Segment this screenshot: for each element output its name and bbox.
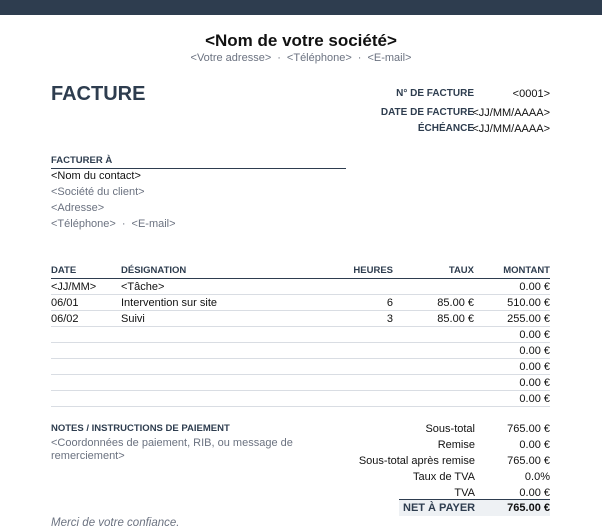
table-row — [51, 279, 550, 295]
separator-dot: · — [277, 52, 281, 64]
table-row — [51, 359, 550, 375]
cell-rate: 85.00 € — [393, 295, 474, 311]
discount-value: 0.00 € — [519, 439, 550, 451]
items-table — [51, 263, 550, 407]
invoice-date-value: <JJ/MM/AAAA> — [472, 107, 550, 119]
subtotal-label: Sous-total — [425, 423, 475, 435]
subtotal-after-discount-value: 765.00 € — [507, 455, 550, 467]
net-total-value: 765.00 € — [507, 502, 550, 514]
cell-date — [51, 391, 121, 407]
subtotal-value: 765.00 € — [507, 423, 550, 435]
invoice-title: FACTURE — [51, 83, 146, 105]
cell-rate: 85.00 € — [393, 311, 474, 327]
cell-amount: 0.00 € — [474, 327, 550, 343]
bill-to-heading: FACTURER À — [51, 155, 113, 166]
header-bar — [0, 0, 602, 15]
cell-amount: 255.00 € — [474, 311, 550, 327]
tax-rate-label: Taux de TVA — [413, 471, 475, 483]
subtotal-after-discount-label: Sous-total après remise — [358, 455, 475, 467]
cell-rate — [393, 279, 474, 295]
table-row — [51, 295, 550, 311]
invoice-due-label: ÉCHÉANCE — [417, 123, 474, 134]
cell-rate — [393, 391, 474, 407]
cell-date: 06/02 — [51, 311, 121, 327]
bill-to-phone-email — [51, 218, 176, 230]
cell-hours — [321, 279, 393, 295]
table-row — [51, 391, 550, 407]
cell-hours — [321, 375, 393, 391]
thank-you-note: Merci de votre confiance. — [51, 517, 180, 529]
cell-amount: 0.00 € — [474, 343, 550, 359]
cell-date: 06/01 — [51, 295, 121, 311]
cell-amount: 0.00 € — [474, 391, 550, 407]
table-row — [51, 375, 550, 391]
cell-rate — [393, 343, 474, 359]
cell-description — [121, 359, 321, 375]
bill-to-divider — [51, 168, 346, 169]
cell-amount: 0.00 € — [474, 375, 550, 391]
cell-hours: 3 — [321, 311, 393, 327]
cell-rate — [393, 375, 474, 391]
cell-rate — [393, 327, 474, 343]
bill-to-contact: <Nom du contact> — [51, 170, 141, 182]
cell-description: Intervention sur site — [121, 295, 321, 311]
cell-amount: 0.00 € — [474, 359, 550, 375]
cell-hours — [321, 343, 393, 359]
notes-heading: NOTES / INSTRUCTIONS DE PAIEMENT — [51, 423, 230, 434]
company-phone: <Téléphone> — [286, 52, 352, 64]
cell-description — [121, 343, 321, 359]
items-header-row — [51, 263, 550, 279]
cell-amount: 510.00 € — [474, 295, 550, 311]
bill-to-company: <Société du client> — [51, 186, 145, 198]
cell-hours — [321, 327, 393, 343]
cell-hours: 6 — [321, 295, 393, 311]
col-header-date: DATE — [51, 263, 121, 279]
bill-to-address: <Adresse> — [51, 202, 105, 214]
cell-date — [51, 375, 121, 391]
table-row — [51, 327, 550, 343]
bill-to-phone: <Téléphone> — [51, 218, 116, 230]
col-header-description: DÉSIGNATION — [121, 263, 321, 279]
cell-amount: 0.00 € — [474, 279, 550, 295]
cell-description: Suivi — [121, 311, 321, 327]
bill-to-email: <E-mail> — [131, 218, 176, 230]
tax-value: 0.00 € — [519, 487, 550, 499]
col-header-amount: MONTANT — [474, 263, 550, 279]
net-total-label: NET À PAYER — [403, 502, 476, 514]
col-header-rate: TAUX — [393, 263, 474, 279]
invoice-number-value: <0001> — [512, 88, 550, 100]
cell-description — [121, 327, 321, 343]
cell-date — [51, 343, 121, 359]
tax-rate-value: 0.0% — [524, 471, 550, 483]
cell-date — [51, 327, 121, 343]
col-header-hours: HEURES — [321, 263, 393, 279]
tax-label: TVA — [454, 487, 475, 499]
separator-dot: · — [121, 218, 126, 230]
notes-text: <Coordonnées de paiement, RIB, ou message de remerciement> — [51, 437, 293, 462]
company-name: <Nom de votre société> — [205, 31, 397, 50]
cell-rate — [393, 359, 474, 375]
company-address: <Votre adresse> — [190, 52, 272, 64]
cell-date — [51, 359, 121, 375]
cell-hours — [321, 391, 393, 407]
invoice-date-label: DATE DE FACTURE — [380, 107, 474, 118]
table-row — [51, 343, 550, 359]
company-contact-line — [0, 52, 602, 64]
separator-dot: · — [357, 52, 362, 64]
discount-label: Remise — [437, 439, 475, 451]
cell-description — [121, 391, 321, 407]
invoice-number-label: N° DE FACTURE — [396, 88, 474, 99]
cell-hours — [321, 359, 393, 375]
invoice-due-value: <JJ/MM/AAAA> — [472, 123, 550, 135]
table-row — [51, 311, 550, 327]
cell-date: <JJ/MM> — [51, 279, 121, 295]
cell-description — [121, 375, 321, 391]
company-email: <E-mail> — [367, 52, 412, 64]
cell-description: <Tâche> — [121, 279, 321, 295]
